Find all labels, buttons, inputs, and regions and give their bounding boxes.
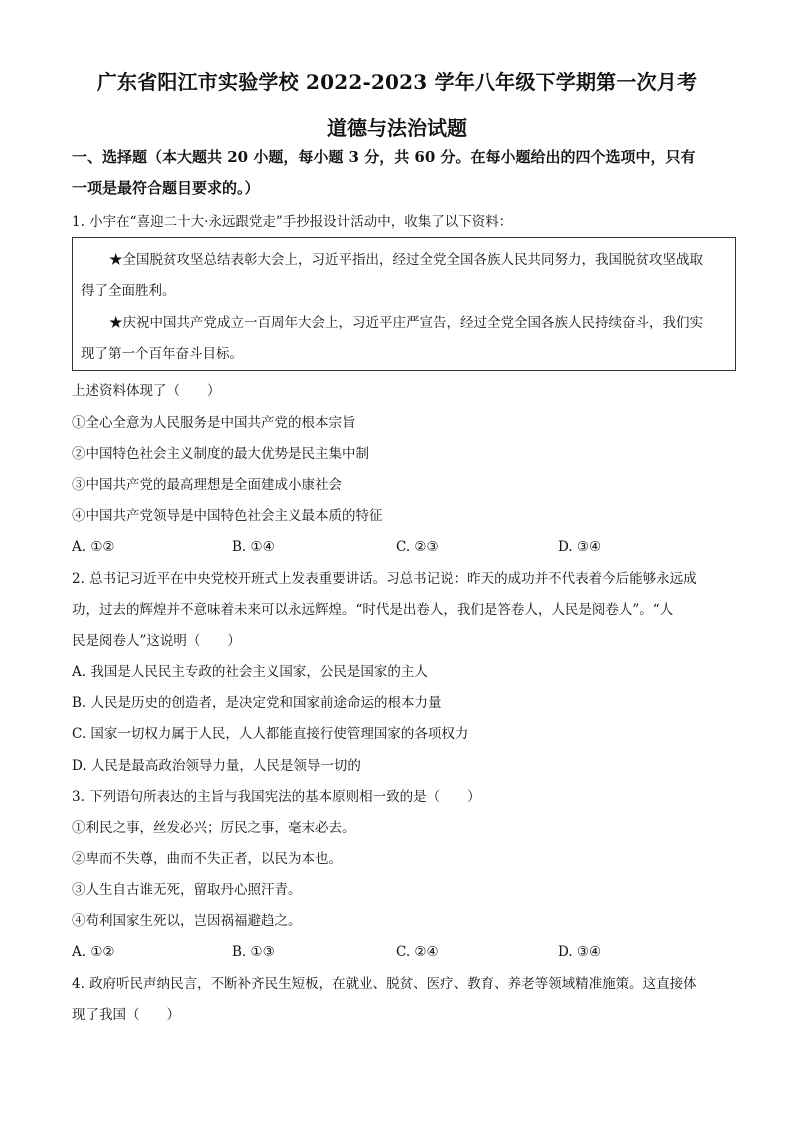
q1-material-line: ★全国脱贫攻坚总结表彰大会上，习近平指出，经过全党全国各族人民共同努力，我国脱贫攻坚战取	[109, 252, 703, 268]
q1-statement: ④中国共产党领导是中国特色社会主义最本质的特征	[72, 508, 383, 524]
q2-stem-line: 民是阅卷人”这说明（ ）	[72, 633, 241, 649]
exam-subject: 道德与法治试题	[327, 116, 467, 140]
exam-title: 广东省阳江市实验学校 2022-2023 学年八年级下学期第一次月考	[96, 70, 698, 94]
q2-option-d[interactable]: D. 人民是最高政治领导力量，人民是领导一切的	[72, 758, 361, 774]
q2-option-b[interactable]: B. 人民是历史的创造者，是决定党和国家前途命运的根本力量	[72, 695, 442, 711]
q1-prompt: 上述资料体现了（ ）	[72, 383, 221, 399]
q3-option-d[interactable]: D. ③④	[558, 944, 602, 960]
q4-stem-line: 现了我国（ ）	[72, 1007, 180, 1023]
section-heading-line-2: 一项是最符合题目要求的。）	[72, 179, 260, 197]
q2-stem-line: 2. 总书记习近平在中央党校开班式上发表重要讲话。习总书记说：昨天的成功并不代表着今后能够永远成	[72, 571, 697, 587]
q1-statement: ①全心全意为人民服务是中国共产党的根本宗旨	[72, 415, 356, 431]
q4-stem-line: 4. 政府听民声纳民言，不断补齐民生短板，在就业、脱贫、医疗、教育、养老等领域精准施策。这直接体	[72, 976, 697, 992]
q1-material-box	[72, 237, 736, 371]
q1-option-b[interactable]: B. ①④	[232, 539, 275, 555]
q1-option-a[interactable]: A. ①②	[72, 539, 115, 555]
q3-statement: ①利民之事，丝发必兴；厉民之事，毫末必去。	[72, 820, 356, 836]
q3-option-c[interactable]: C. ②④	[396, 944, 439, 960]
q3-option-b[interactable]: B. ①③	[232, 944, 275, 960]
q1-stem: 1. 小宇在“喜迎二十大·永远跟党走”手抄报设计活动中，收集了以下资料：	[72, 214, 513, 230]
q3-stem: 3. 下列语句所表达的主旨与我国宪法的基本原则相一致的是（ ）	[72, 789, 481, 805]
q1-statement: ③中国共产党的最高理想是全面建成小康社会	[72, 477, 342, 493]
q3-statement: ④苟利国家生死以，岂因祸福避趋之。	[72, 913, 302, 929]
q1-material-line: ★庆祝中国共产党成立一百周年大会上，习近平庄严宣告，经过全党全国各族人民持续奋斗，我们实	[109, 315, 703, 331]
q1-material-line: 现了第一个百年奋斗目标。	[81, 346, 243, 362]
q2-stem-line: 功，过去的辉煌并不意味着未来可以永远辉煌。“时代是出卷人，我们是答卷人，人民是阅卷人”。“人	[72, 602, 674, 618]
q1-statement: ②中国特色社会主义制度的最大优势是民主集中制	[72, 446, 369, 462]
q3-statement: ③人生自古谁无死，留取丹心照汗青。	[72, 882, 302, 898]
q1-option-c[interactable]: C. ②③	[396, 539, 439, 555]
q1-option-d[interactable]: D. ③④	[558, 539, 602, 555]
q2-option-a[interactable]: A. 我国是人民民主专政的社会主义国家，公民是国家的主人	[72, 664, 428, 680]
q1-material-line: 得了全面胜利。	[81, 283, 176, 299]
section-heading-line-1: 一、选择题（本大题共 20 小题，每小题 3 分，共 60 分。在每小题给出的四个选项中，只有	[72, 148, 696, 166]
q3-statement: ②卑而不失尊，曲而不失正者，以民为本也。	[72, 851, 342, 867]
q2-option-c[interactable]: C. 国家一切权力属于人民，人人都能直接行使管理国家的各项权力	[72, 726, 469, 742]
section-heading	[72, 142, 732, 204]
q3-option-a[interactable]: A. ①②	[72, 944, 115, 960]
